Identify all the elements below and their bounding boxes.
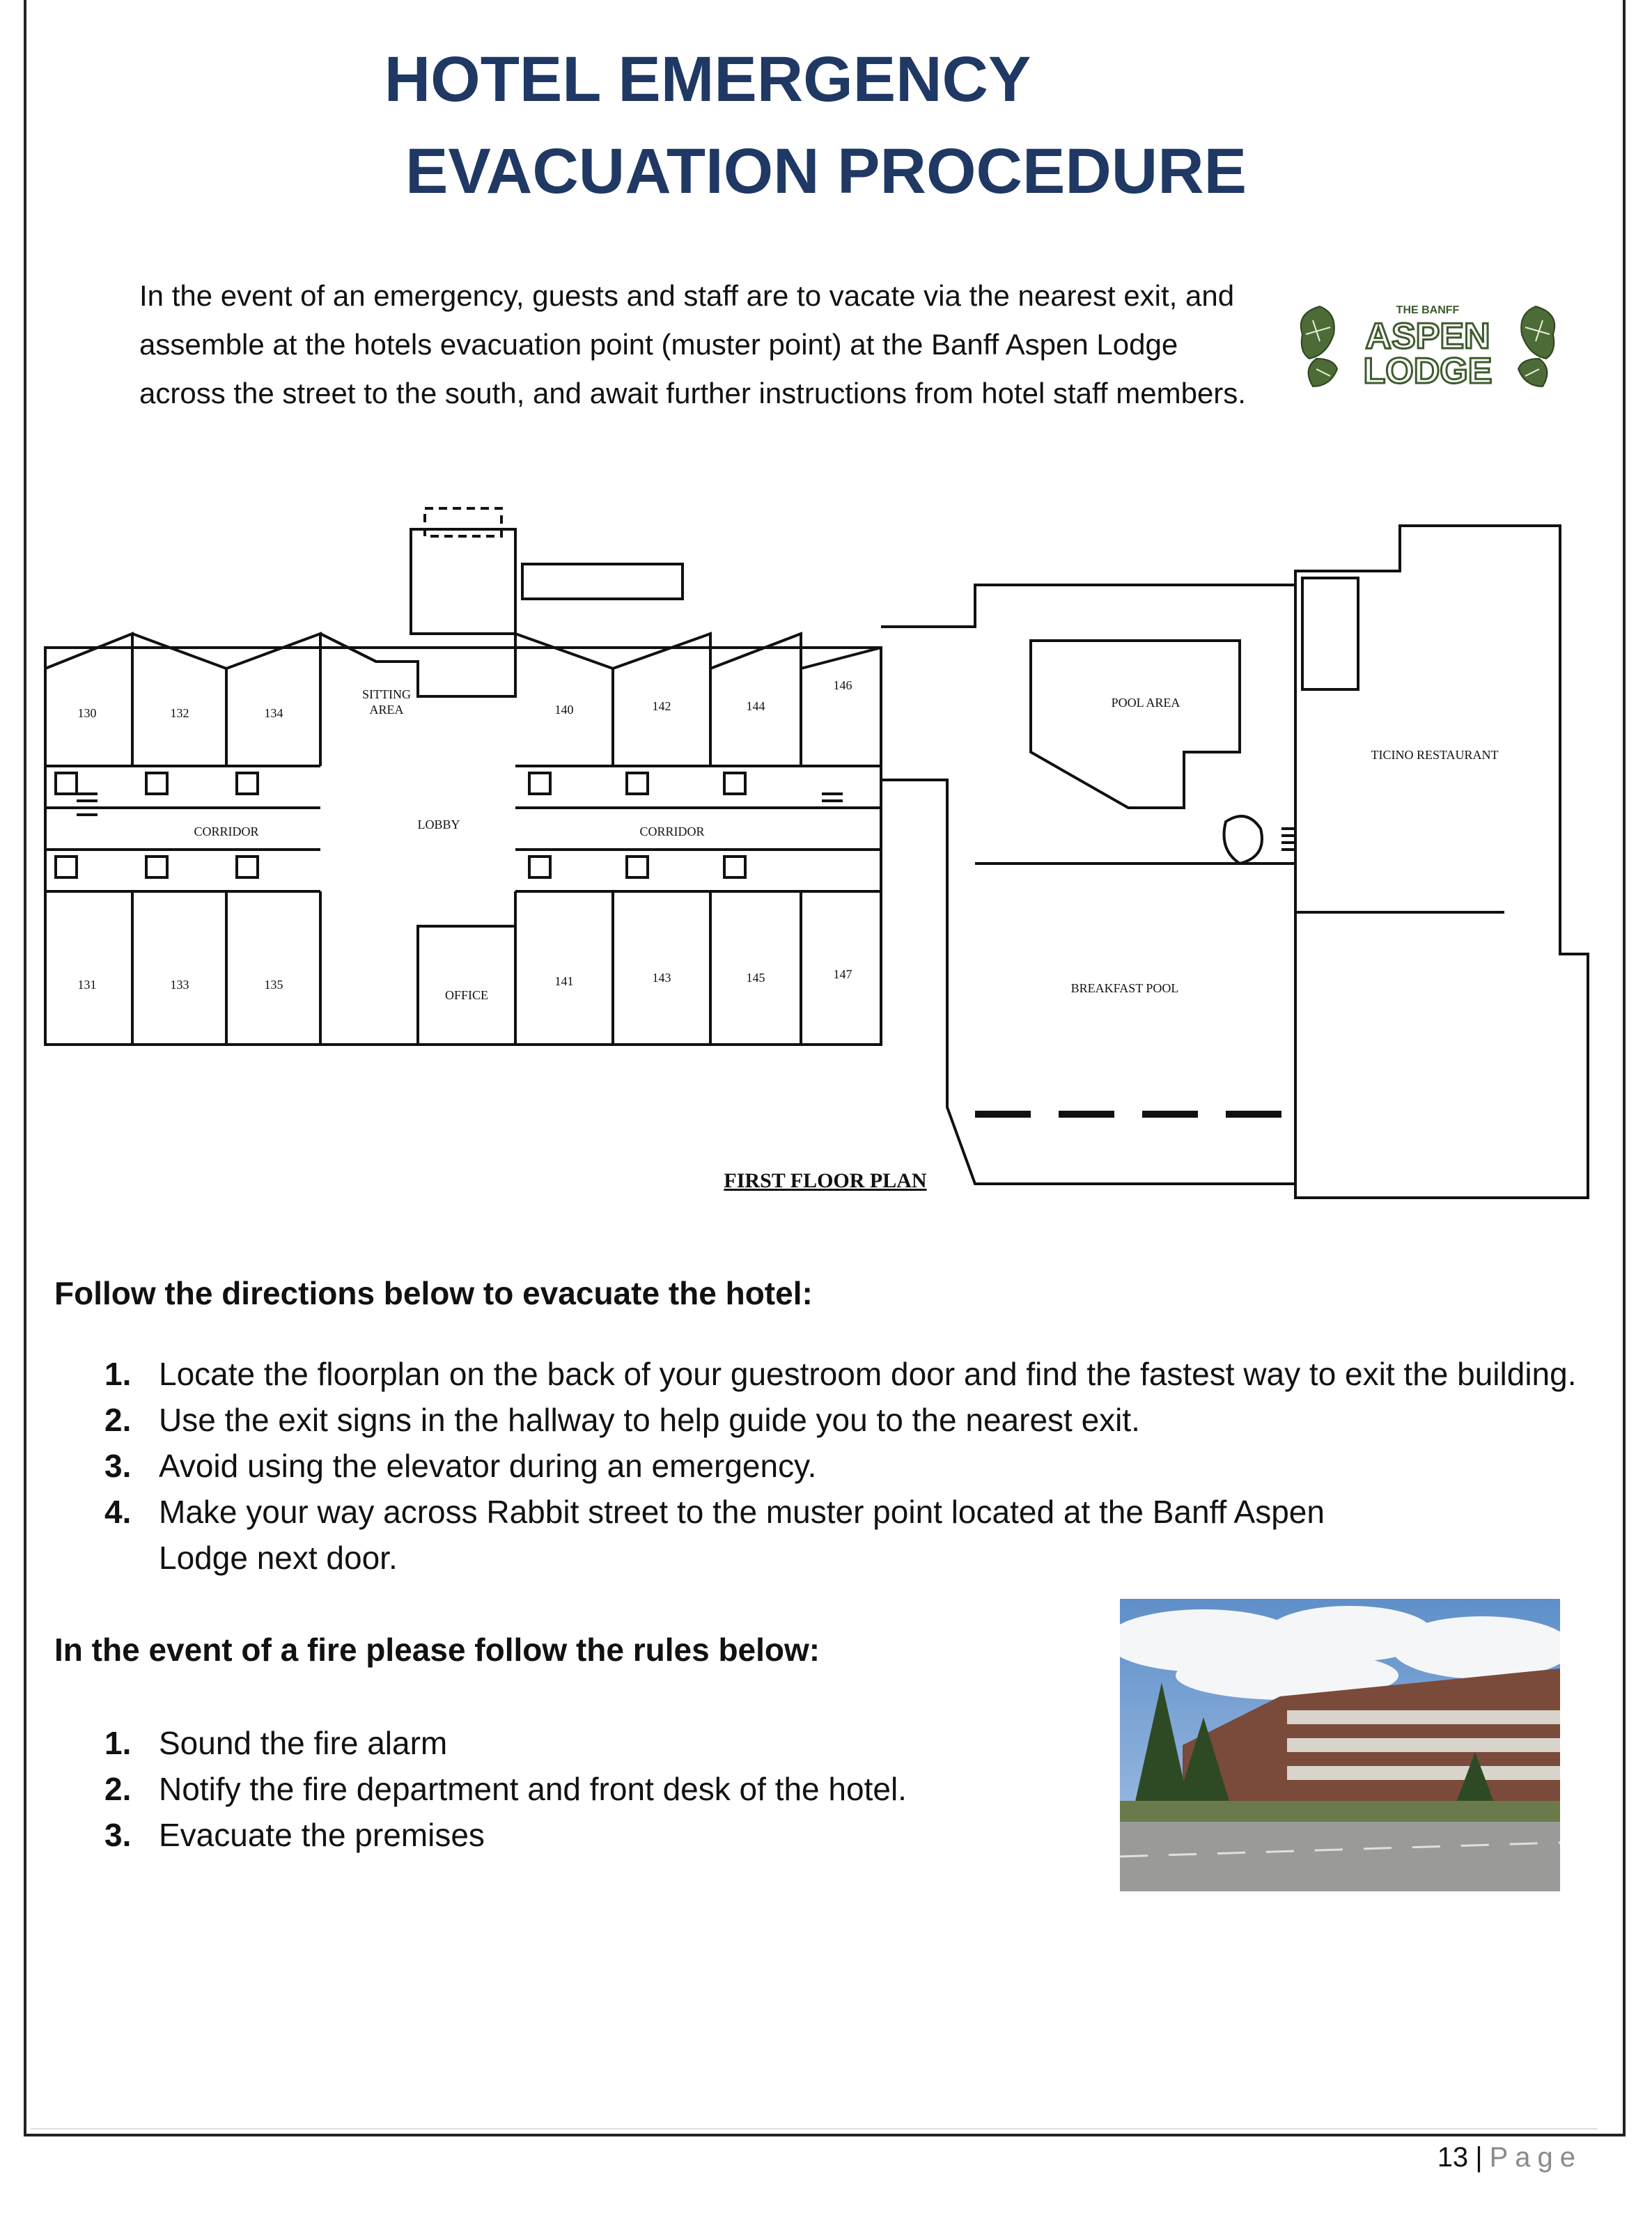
room-147: 147 (833, 967, 852, 981)
list-item: 3. Avoid using the elevator during an emergency. (104, 1448, 817, 1484)
room-134: 134 (264, 706, 283, 720)
logo-line2: LODGE (1363, 351, 1493, 391)
list-item: 4. Make your way across Rabbit street to the muster point located at the Banff Aspen Lodge next door. (104, 1494, 1325, 1576)
room-146: 146 (833, 678, 852, 692)
label-lobby: LOBBY (417, 818, 460, 831)
logo-top-text: THE BANFF (1396, 304, 1460, 316)
room-143: 143 (652, 971, 671, 985)
label-corridor-right: CORRIDOR (639, 825, 705, 838)
room-132: 132 (170, 706, 189, 720)
aspen-lodge-photo (1120, 1599, 1560, 1891)
list-item: 2. Use the exit signs in the hallway to help guide you to the nearest exit. (104, 1402, 1140, 1438)
intro-paragraph: In the event of an emergency, guests and staff are to vacate via the nearest exit, and assemble at the hotels evacuation point (muster point) at the Banff Aspen Lodge across the street to the south, and await further instructions from hotel staff members. (139, 279, 1246, 409)
page-number: 13 (1437, 2142, 1469, 2173)
aspen-lodge-logo (1288, 292, 1567, 397)
first-floor-plan (42, 501, 1609, 1205)
room-131: 131 (77, 978, 97, 992)
room-141: 141 (554, 974, 574, 988)
label-office: OFFICE (444, 988, 489, 1002)
room-133: 133 (170, 978, 189, 992)
list-item: 1. Sound the fire alarm (104, 1725, 448, 1761)
label-breakfast-pool: BREAKFAST POOL (1070, 981, 1179, 995)
evacuation-heading: Follow the directions below to evacuate the hotel: (54, 1275, 813, 1311)
footer-divider (31, 2128, 1598, 2130)
footer-separator: | (1475, 2142, 1483, 2173)
room-140: 140 (554, 703, 574, 717)
label-pool-area: POOL AREA (1111, 696, 1180, 710)
fire-heading: In the event of a fire please follow the rules below: (54, 1632, 820, 1668)
label-corridor-left: CORRIDOR (194, 825, 259, 838)
room-142: 142 (652, 699, 671, 713)
page-footer (1437, 2142, 1582, 2173)
list-item: 3. Evacuate the premises (104, 1817, 485, 1853)
list-item: 1. Locate the floorplan on the back of your guestroom door and find the fastest way to exit the building. (104, 1356, 1577, 1392)
room-145: 145 (746, 971, 765, 985)
page-title-line2: EVACUATION PROCEDURE (405, 136, 1247, 207)
room-135: 135 (264, 978, 283, 992)
label-area: AREA (369, 703, 404, 717)
room-144: 144 (746, 699, 765, 713)
page-word: Page (1489, 2142, 1582, 2173)
list-item: 2. Notify the fire department and front desk of the hotel. (104, 1771, 907, 1807)
fire-steps (54, 1720, 1099, 1858)
floor-plan-caption: FIRST FLOOR PLAN (724, 1169, 927, 1192)
evacuation-steps (54, 1351, 1587, 1581)
label-sitting: SITTING (362, 687, 411, 701)
logo-line1: ASPEN (1365, 316, 1490, 357)
room-130: 130 (77, 706, 97, 720)
label-ticino-restaurant: TICINO RESTAURANT (1371, 748, 1499, 762)
page-title-line1: HOTEL EMERGENCY (384, 44, 1031, 115)
